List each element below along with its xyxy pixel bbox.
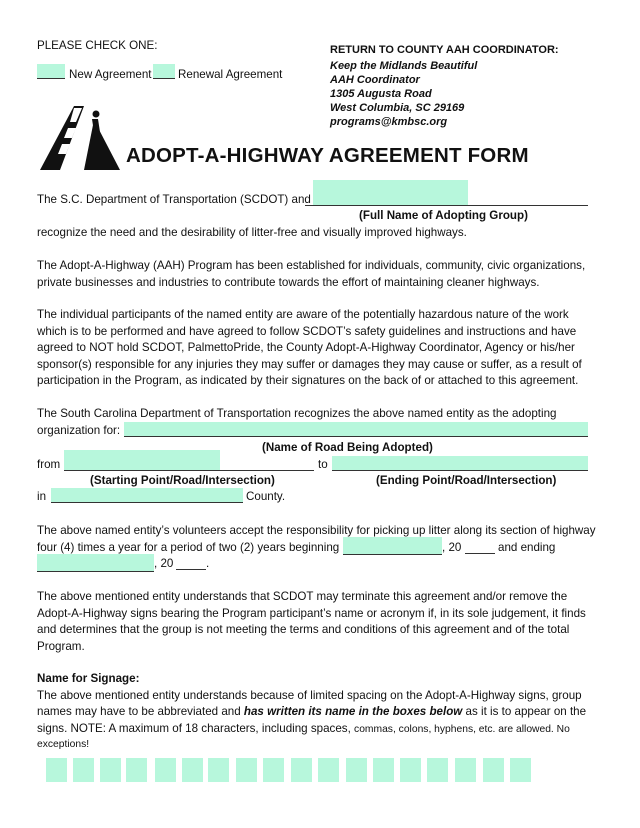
sign-char-box[interactable] <box>346 758 367 782</box>
renewal-agreement-label: Renewal Agreement <box>178 68 283 81</box>
sign-char-box[interactable] <box>208 758 229 782</box>
sign-char-box[interactable] <box>483 758 504 782</box>
road-name-input[interactable] <box>124 422 588 437</box>
adopting-group-input[interactable] <box>313 180 468 205</box>
intro-text: recognize the need and the desirability of litter-free and visually improved highways. <box>37 226 467 239</box>
sign-char-box[interactable] <box>46 758 67 782</box>
renewal-agreement-checkbox[interactable] <box>153 64 175 79</box>
from-label: from <box>37 458 61 471</box>
road-text: The South Carolina Department of Transportation recognizes the above named entity as the adopting <box>37 407 557 420</box>
volunteers-text: four (4) times a year for a period of two (2) years beginning <box>37 541 340 554</box>
address-line: 1305 Augusta Road <box>330 88 432 100</box>
signage-text: The above mentioned entity understands because of limited spacing on the Adopt-A-Highway signs, group <box>37 689 582 702</box>
address-email: programs@kmbsc.org <box>330 116 448 128</box>
sign-char-box[interactable] <box>291 758 312 782</box>
form-title: ADOPT-A-HIGHWAY AGREEMENT FORM <box>126 144 529 167</box>
volunteers-text: The above named entity’s volunteers accept the responsibility for picking up litter along its section of highway <box>37 524 596 537</box>
organization-for-label: organization for: <box>37 424 121 437</box>
signage-exceptions: exceptions! <box>37 739 90 750</box>
sign-char-box[interactable] <box>155 758 176 782</box>
end-year-prefix: , 20 <box>154 557 174 570</box>
sign-char-box[interactable] <box>126 758 147 782</box>
sign-char-box[interactable] <box>182 758 203 782</box>
highway-logo-icon <box>40 104 122 174</box>
in-label: in <box>37 490 47 503</box>
address-line: AAH Coordinator <box>330 74 420 86</box>
end-point-input[interactable] <box>332 456 588 471</box>
sign-char-box[interactable] <box>373 758 394 782</box>
sign-char-box[interactable] <box>400 758 421 782</box>
intro-text: The S.C. Department of Transportation (SCDOT) and <box>37 193 311 206</box>
end-year-input[interactable] <box>176 555 206 570</box>
end-caption: (Ending Point/Road/Intersection) <box>376 474 557 487</box>
program-paragraph: The Adopt-A-Highway (AAH) Program has been established for individuals, community, civic organizations, private businesses and industries to contribute towards the effort of maintaining cleaner highways. <box>37 259 586 289</box>
sign-char-box[interactable] <box>263 758 284 782</box>
end-date-input[interactable] <box>37 554 154 572</box>
termination-paragraph: The above mentioned entity understands that SCDOT may terminate this agreement and/or remove the Adopt-A-Highway signs bearing the Program participant’s name or acronym if, in its sole judgement, it finds and determines that the group is not meeting the terms and conditions of this agreement and of the total Program. <box>37 590 586 653</box>
sign-char-box[interactable] <box>236 758 257 782</box>
sign-char-box[interactable] <box>318 758 339 782</box>
start-year-input[interactable] <box>465 539 495 554</box>
address-line: West Columbia, SC 29169 <box>330 102 465 114</box>
new-agreement-label: New Agreement <box>69 68 152 81</box>
signage-heading: Name for Signage: <box>37 672 140 685</box>
sign-char-box[interactable] <box>427 758 448 782</box>
participants-paragraph: The individual participants of the named entity are aware of the potentially hazardous nature of the work which is to be performed and have agreed to follow SCDOT’s safety guidelines and instructions and have agreed to NOT hold SCDOT, PalmettoPride, the County Adopt-A-Highway Coordinator, Agency or his/her sponsor(s) responsible for any injuries they may suffer or damages they may cause or suffer, as a result of participation in the Program, as indicated by their signatures on the back of or attached to this agreement. <box>37 308 582 387</box>
start-date-input[interactable] <box>343 537 442 555</box>
year-prefix: , 20 <box>442 541 462 554</box>
and-ending-label: and ending <box>498 541 556 554</box>
new-agreement-checkbox[interactable] <box>37 64 65 79</box>
sign-char-box[interactable] <box>100 758 121 782</box>
start-point-input[interactable] <box>64 450 220 470</box>
county-label: County. <box>246 490 286 503</box>
signage-text: names may have to be abbreviated and has written its name in the boxes below as it is to appear on the <box>37 705 587 718</box>
check-one-label: PLEASE CHECK ONE: <box>37 39 158 52</box>
sign-char-box[interactable] <box>73 758 94 782</box>
road-caption: (Name of Road Being Adopted) <box>262 441 433 454</box>
start-caption: (Starting Point/Road/Intersection) <box>90 474 275 487</box>
sign-char-box[interactable] <box>455 758 476 782</box>
sign-char-box[interactable] <box>510 758 531 782</box>
return-title: RETURN TO COUNTY AAH COORDINATOR: <box>330 44 559 56</box>
group-caption: (Full Name of Adopting Group) <box>359 209 528 222</box>
county-input[interactable] <box>51 488 243 503</box>
signage-note: signs. NOTE: A maximum of 18 characters, including spaces, commas, colons, hyphens, etc. are allowed. No <box>37 722 570 735</box>
address-line: Keep the Midlands Beautiful <box>330 60 478 72</box>
period: . <box>206 557 210 570</box>
to-label: to <box>318 458 328 471</box>
